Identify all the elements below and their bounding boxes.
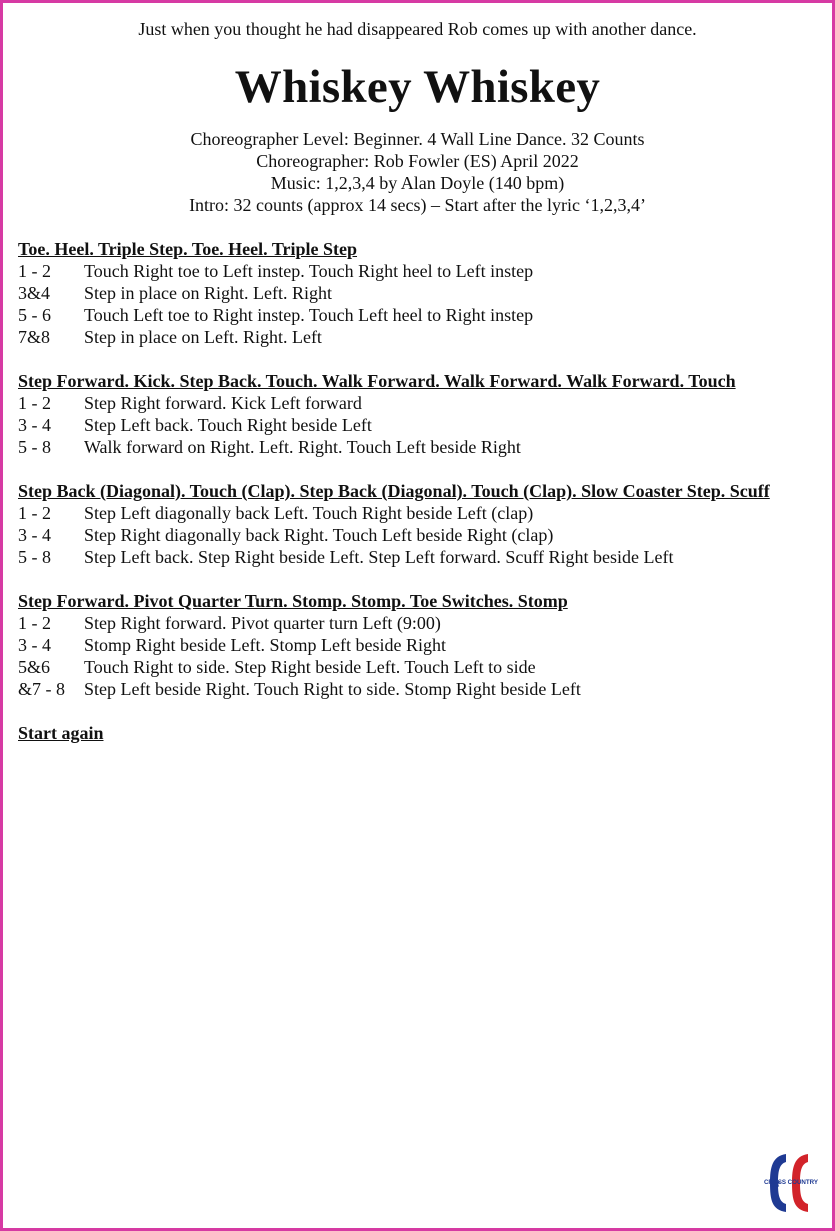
section-2 bbox=[18, 370, 823, 458]
step-count: &7 - 8 bbox=[18, 679, 65, 699]
step-count: 3 - 4 bbox=[18, 525, 51, 545]
step-row bbox=[18, 282, 823, 304]
step-description: Touch Left toe to Right instep. Touch Left heel to Right instep bbox=[84, 305, 534, 325]
step-description: Step Left diagonally back Left. Touch Right beside Left (clap) bbox=[84, 503, 534, 523]
step-row bbox=[18, 326, 823, 348]
step-description: Touch Right to side. Step Right beside Left. Touch Left to side bbox=[84, 657, 536, 677]
step-count: 1 - 2 bbox=[18, 393, 51, 413]
dance-info bbox=[3, 128, 832, 216]
step-count: 3&4 bbox=[18, 283, 51, 303]
step-row bbox=[18, 304, 823, 326]
step-row bbox=[18, 524, 823, 546]
step-count: 1 - 2 bbox=[18, 503, 51, 523]
step-description: Walk forward on Right. Left. Right. Touch Left beside Right bbox=[84, 437, 521, 457]
logo-icon bbox=[764, 1148, 818, 1218]
step-row bbox=[18, 392, 823, 414]
step-description: Step Right forward. Kick Left forward bbox=[84, 393, 362, 413]
info-choreographer: Choreographer: Rob Fowler (ES) April 2022 bbox=[256, 151, 579, 171]
info-level: Choreographer Level: Beginner. 4 Wall Line Dance. 32 Counts bbox=[190, 129, 645, 149]
step-row bbox=[18, 656, 823, 678]
step-count: 5 - 8 bbox=[18, 547, 51, 567]
section-3 bbox=[18, 480, 823, 568]
step-row bbox=[18, 546, 823, 568]
step-row bbox=[18, 414, 823, 436]
step-row bbox=[18, 612, 823, 634]
step-count: 1 - 2 bbox=[18, 613, 51, 633]
step-description: Step Left back. Touch Right beside Left bbox=[84, 415, 372, 435]
section-title: Step Back (Diagonal). Touch (Clap). Step Back (Diagonal). Touch (Clap). Slow Coaster Step. Scuff bbox=[18, 481, 770, 501]
dance-title: Whiskey Whiskey bbox=[234, 61, 601, 113]
step-description: Touch Right toe to Left instep. Touch Right heel to Left instep bbox=[84, 261, 534, 281]
cross-country-logo bbox=[764, 1148, 818, 1218]
step-row bbox=[18, 260, 823, 282]
step-description: Step Right forward. Pivot quarter turn Left (9:00) bbox=[84, 613, 441, 633]
step-description: Step in place on Left. Right. Left bbox=[84, 327, 322, 347]
step-count: 1 - 2 bbox=[18, 261, 51, 281]
step-count: 7&8 bbox=[18, 327, 51, 347]
step-count: 3 - 4 bbox=[18, 635, 51, 655]
section-title: Step Forward. Kick. Step Back. Touch. Walk Forward. Walk Forward. Walk Forward. Touch bbox=[18, 371, 736, 391]
start-again-label: Start again bbox=[18, 723, 104, 743]
step-row bbox=[18, 634, 823, 656]
section-title: Toe. Heel. Triple Step. Toe. Heel. Triple Step bbox=[18, 239, 358, 259]
intro-line: Just when you thought he had disappeared Rob comes up with another dance. bbox=[138, 19, 697, 39]
step-row bbox=[18, 436, 823, 458]
section-title: Step Forward. Pivot Quarter Turn. Stomp. Stomp. Toe Switches. Stomp bbox=[18, 591, 568, 611]
logo-text: CROSS COUNTRY bbox=[764, 1179, 818, 1186]
step-count: 3 - 4 bbox=[18, 415, 51, 435]
step-description: Step Left beside Right. Touch Right to side. Stomp Right beside Left bbox=[84, 679, 581, 699]
step-sheet bbox=[18, 238, 823, 744]
step-description: Stomp Right beside Left. Stomp Left beside Right bbox=[84, 635, 446, 655]
step-count: 5 - 6 bbox=[18, 305, 51, 325]
info-music: Music: 1,2,3,4 by Alan Doyle (140 bpm) bbox=[270, 173, 565, 193]
step-row bbox=[18, 678, 823, 700]
section-4 bbox=[18, 590, 823, 700]
info-intro: Intro: 32 counts (approx 14 secs) – Start after the lyric ‘1,2,3,4’ bbox=[189, 195, 646, 215]
step-count: 5&6 bbox=[18, 657, 51, 677]
step-count: 5 - 8 bbox=[18, 437, 51, 457]
step-row bbox=[18, 502, 823, 524]
step-description: Step Left back. Step Right beside Left. Step Left forward. Scuff Right beside Left bbox=[84, 547, 674, 567]
step-description: Step in place on Right. Left. Right bbox=[84, 283, 332, 303]
step-description: Step Right diagonally back Right. Touch Left beside Right (clap) bbox=[84, 525, 554, 545]
section-1 bbox=[18, 238, 823, 348]
